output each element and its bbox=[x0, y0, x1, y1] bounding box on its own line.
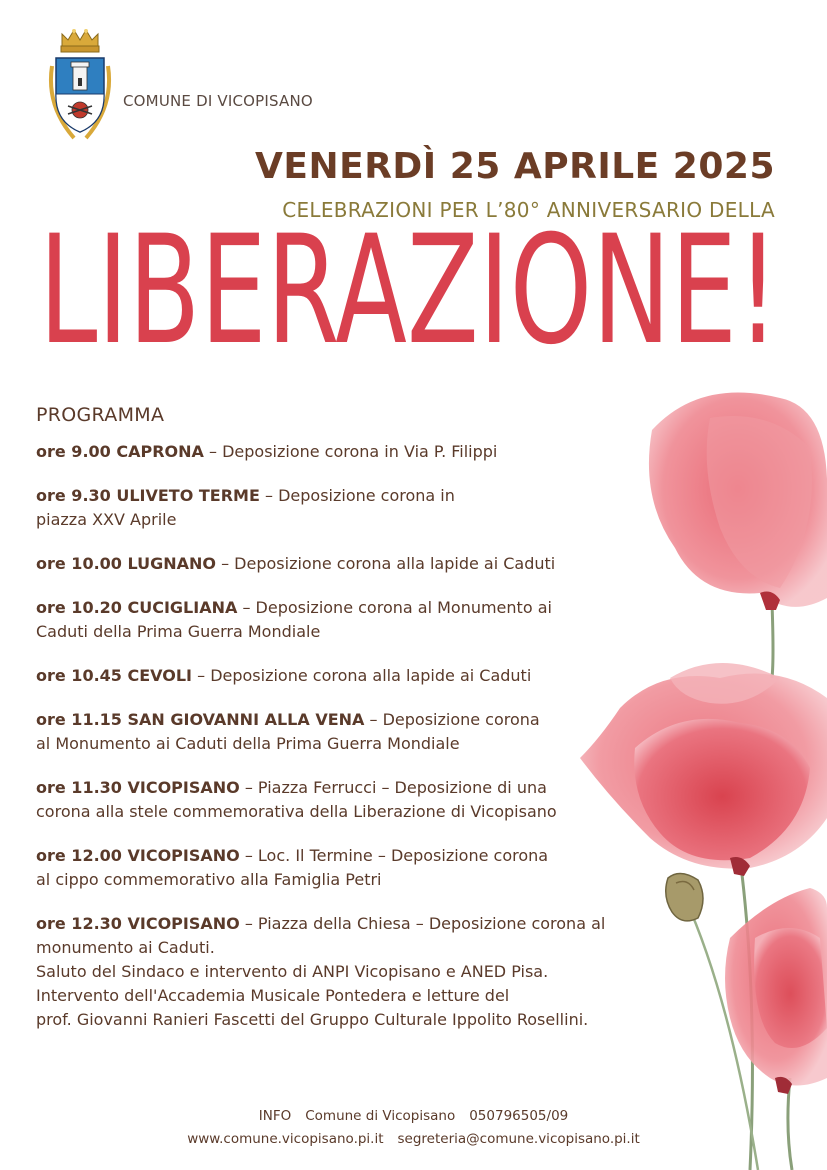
event-subtitle: CELEBRAZIONI PER L’80° ANNIVERSARIO DELLA bbox=[282, 198, 775, 222]
event-description: – Piazza Ferrucci – Deposizione di una bbox=[239, 778, 547, 797]
event-extra-line: Saluto del Sindaco e intervento di ANPI Vicopisano e ANED Pisa. bbox=[36, 962, 549, 981]
event-description: – Deposizione corona in bbox=[259, 486, 455, 505]
event-extra-line: prof. Giovanni Ranieri Fascetti del Gruppo Culturale Ippolito Rosellini. bbox=[36, 1010, 589, 1029]
footer-contacts bbox=[0, 1131, 827, 1147]
event-time-place: ore 11.30 VICOPISANO bbox=[36, 778, 240, 797]
event-description-line2: piazza XXV Aprile bbox=[36, 510, 177, 529]
event-description-line2: monumento ai Caduti. bbox=[36, 938, 215, 957]
event-description-line2: al cippo commemorativo alla Famiglia Petri bbox=[36, 870, 382, 889]
event-description: – Piazza della Chiesa – Deposizione corona al bbox=[239, 914, 606, 933]
event-time-place: ore 9.30 ULIVETO TERME bbox=[36, 486, 260, 505]
program-title: PROGRAMMA bbox=[36, 404, 165, 426]
list-item bbox=[36, 484, 686, 532]
email-link[interactable]: segreteria@comune.vicopisano.pi.it bbox=[397, 1131, 640, 1147]
website-link[interactable]: www.comune.vicopisano.pi.it bbox=[187, 1131, 384, 1147]
footer-info bbox=[0, 1108, 827, 1124]
list-item bbox=[36, 664, 686, 688]
event-time-place: ore 9.00 CAPRONA bbox=[36, 442, 204, 461]
event-description: – Deposizione corona alla lapide ai Caduti bbox=[216, 554, 556, 573]
list-item bbox=[36, 776, 686, 824]
event-time-place: ore 12.00 VICOPISANO bbox=[36, 846, 240, 865]
headline bbox=[36, 224, 782, 354]
event-time-place: ore 10.00 LUGNANO bbox=[36, 554, 216, 573]
event-description: – Deposizione corona in Via P. Filippi bbox=[203, 442, 498, 461]
list-item bbox=[36, 440, 686, 464]
list-item bbox=[36, 708, 686, 756]
event-description-line2: al Monumento ai Caduti della Prima Guerra Mondiale bbox=[36, 734, 460, 753]
event-description: – Loc. Il Termine – Deposizione corona bbox=[239, 846, 549, 865]
event-time-place: ore 10.45 CEVOLI bbox=[36, 666, 193, 685]
info-label: INFO bbox=[258, 1108, 292, 1124]
municipality-name: COMUNE DI VICOPISANO bbox=[123, 92, 313, 110]
headline-text: LIBERAZIONE! bbox=[39, 224, 779, 354]
event-date: VENERDÌ 25 APRILE 2025 bbox=[255, 146, 775, 187]
list-item bbox=[36, 912, 686, 1032]
event-time-place: ore 12.30 VICOPISANO bbox=[36, 914, 240, 933]
event-description: – Deposizione corona alla lapide ai Caduti bbox=[192, 666, 532, 685]
program-list bbox=[36, 440, 686, 1052]
event-description-line2: Caduti della Prima Guerra Mondiale bbox=[36, 622, 321, 641]
municipal-crest-icon bbox=[44, 26, 116, 144]
list-item bbox=[36, 844, 686, 892]
info-org: Comune di Vicopisano bbox=[305, 1108, 456, 1124]
list-item bbox=[36, 552, 686, 576]
event-description: – Deposizione corona al Monumento ai bbox=[237, 598, 552, 617]
info-phone: 050796505/09 bbox=[469, 1108, 569, 1124]
event-description: – Deposizione corona bbox=[364, 710, 540, 729]
event-time-place: ore 10.20 CUCIGLIANA bbox=[36, 598, 238, 617]
event-description-line2: corona alla stele commemorativa della Liberazione di Vicopisano bbox=[36, 802, 557, 821]
event-extra-line: Intervento dell'Accademia Musicale Pontedera e letture del bbox=[36, 986, 510, 1005]
list-item bbox=[36, 596, 686, 644]
event-time-place: ore 11.15 SAN GIOVANNI ALLA VENA bbox=[36, 710, 365, 729]
